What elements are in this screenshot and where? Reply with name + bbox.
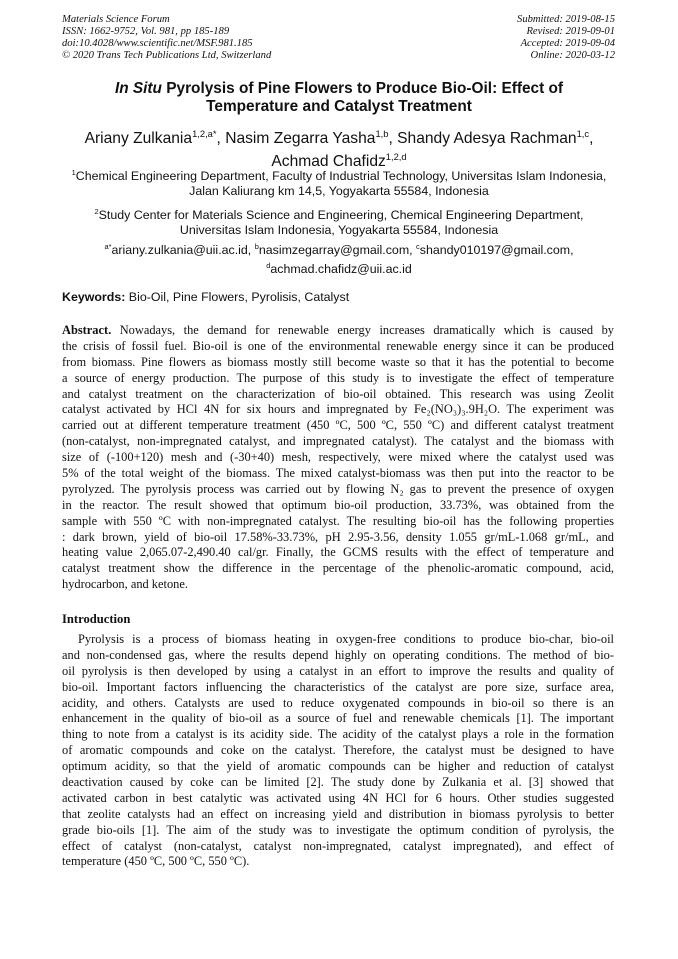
author-name: Ariany Zulkania [84, 130, 193, 148]
text-line: Pyrolysis is a process of biomass heating in oxygen-free conditions to produce bio-char, bio-oil [78, 632, 614, 646]
text-line: : dark brown, yield of bio-oil 17.58%-33.73%, pH 2.95-3.56, density 1.055 gr/mL-1.068 gr/mL, and [62, 529, 614, 544]
revised-date: Revised: 2019-09-01 [526, 26, 615, 37]
text-line: the crisis of fossil fuel. Bio-oil is one of the environmental renewable energy since it can be produced [62, 338, 614, 353]
keywords-label: Keywords: [62, 290, 126, 304]
text-line: deactivation caused by coke can be limited [2]. The study done by Zulkania et al. [3] showed that [62, 775, 614, 790]
title-line1: Pyrolysis of Pine Flowers to Produce Bio-Oil: Effect of [161, 80, 564, 97]
email-sup: c [416, 242, 420, 251]
text-line: optimum acidity, so that the yield of aromatic compounds can be higher and reduction of catalyst [62, 759, 614, 774]
author-sup: 1,2,d [385, 152, 407, 163]
text-line: that zeolite catalysts had an effect on increasing yield and distribution in biomass pyrolysis to better [62, 806, 614, 821]
author-sup: 1,2,a* [192, 129, 217, 139]
issn: ISSN: 1662-9752, Vol. 981, pp 185-189 [62, 26, 230, 37]
text-line: and non-condensed gas, where the results depend highly on operating conditions. The method of bio- [62, 647, 614, 662]
keywords-value: Bio-Oil, Pine Flowers, Pyrolisis, Catalyst [125, 290, 350, 304]
aff-line: Study Center for Materials Science and Engineering, Chemical Engineering Department, [98, 208, 584, 223]
text-segment: Nowadays, the demand for renewable energy increases dramatically which is caused by [111, 323, 614, 337]
dates-info [517, 14, 615, 62]
author-name: Achmad Chafidz [271, 153, 386, 171]
email-link[interactable]: nasimzegarray@gmail.com, [258, 243, 417, 258]
introduction-body [62, 632, 614, 870]
text-line: temperature (450 ºC, 500 ºC, 550 ºC). [62, 854, 250, 869]
email-link[interactable]: ariany.zulkania@uii.ac.id, [111, 243, 255, 258]
email-sup: d [266, 261, 271, 271]
text-line: enhancement in the quality of bio-oil as a source of fuel and renewable chemicals [1]. The important [62, 711, 614, 726]
author-name: Nasim Zegarra Yasha [225, 130, 376, 148]
abstract-label: Abstract. [62, 323, 112, 337]
text-line: of aromatic compounds and coke on the catalyst. Therefore, the catalyst must be designed to have [62, 743, 614, 758]
text-line: carried out at different temperature treatment (450 ºC, 500 ºC, 550 ºC) and different catalyst treatment [62, 418, 614, 433]
text-line: a source of energy production. The purpose of this study is to investigate the effect of temperature [62, 370, 614, 385]
text-line: effect of catalyst (non-catalyst, catalyst non-impregnated, catalyst impregnated), and effect of [62, 838, 614, 853]
authors: Ariany Zulkania$^{1,2,a*}$, Nasim Zegarra Yasha$^{1,b}$, Shandy Adesya Rachman$^{1,c}$, Achmad Chafidz$^{1,2,d}$ [84, 129, 594, 171]
text-line: catalyst treatment show the difference in the percentage of the phenolic-aromatic compound, acid, [62, 561, 614, 576]
email-link[interactable]: shandy010197@gmail.com, [419, 243, 574, 258]
author-sup: 1,b [375, 129, 389, 139]
text-line [62, 323, 614, 339]
copyright: © 2020 Trans Tech Publications Ltd, Switzerland [62, 50, 272, 61]
online-date: Online: 2020-03-12 [530, 50, 615, 61]
abstract [62, 323, 614, 593]
text-line: hydrocarbon, and ketone. [62, 577, 188, 592]
text-line: heating value 2,065.07-2,490.40 cal/gr. Finally, the GCMS results with the effect of temperature and [62, 545, 614, 560]
author-sup: 1,c [576, 129, 590, 139]
introduction-heading: Introduction [62, 612, 131, 626]
aff-sup: 2 [94, 207, 99, 216]
text-line: (non-catalyst, non-impregnated catalyst, and impregnated catalyst). The catalyst and the biomass with [62, 434, 614, 449]
text-line: 5% of the total weight of the biomass. The mixed catalyst-biomass was then put into the reactor to be [62, 466, 614, 481]
text-line: pyrolyzed. The pyrolysis process was carried out by flowing N₂ gas to prevent the presence of oxygen [62, 481, 614, 496]
text-line: grade bio-oils [1]. The aim of the study was to investigate the optimum condition of pyrolysis, the [62, 822, 614, 837]
text-line: oil pyrolysis is then developed by using a catalyst in an effort to improve the results and quality of [62, 663, 614, 678]
paper-title [40, 80, 638, 116]
email-link[interactable]: achmad.chafidz@uii.ac.id [270, 262, 412, 277]
accepted-date: Accepted: 2019-09-04 [520, 38, 615, 49]
text-line: activated carbon in best catalytic was activated using 4N HCl for 6 hours. Other studies suggested [62, 790, 614, 805]
text-line: and catalyst treatment on the characterization of bio-oil obtained. This research was using Zeolit [62, 386, 614, 401]
text-line: size of (-100+120) mesh and (-30+40) mesh, respectively, were mixed where the catalyst used was [62, 450, 614, 465]
journal-info [62, 14, 271, 62]
doi: doi:10.4028/www.scientific.net/MSF.981.185 [62, 38, 253, 49]
journal-name: Materials Science Forum [62, 14, 170, 25]
text-line: sample with 550 ºC with non-impregnated catalyst. The resulting bio-oil has the following properties [62, 513, 614, 528]
text-line: bio-oil. Important factors influencing the characteristics of the catalyst are pore size, surface area, [62, 679, 614, 694]
emails [40, 239, 638, 277]
aff-line: Universitas Islam Indonesia, Yogyakarta 55584, Indonesia [179, 223, 499, 238]
title-line2: Temperature and Catalyst Treatment [206, 98, 472, 115]
title-italic: In Situ [114, 80, 162, 97]
email-sup: b [254, 242, 259, 251]
text-line: thing to note from a catalyst is its acidity side. The acidity of the catalyst plays a role in the formation [62, 727, 614, 742]
keywords [62, 290, 349, 304]
text-line: in the reactor. The result showed that optimum bio-oil production, 33.73%, was obtained from the [62, 497, 614, 512]
affiliation-2 [40, 204, 638, 238]
aff-line: Chemical Engineering Department, Faculty of Industrial Technology, Universitas Islam Indonesia, [75, 169, 607, 184]
affiliation-1 [40, 165, 638, 199]
text-line: acidity, and others. Catalysts are used to reduce oxygenated compounds in bio-oil so there is an [62, 695, 614, 710]
text-line: from biomass. Pine flowers as biomass mostly still become waste so that it has the potential to become [62, 354, 614, 369]
aff-line: Jalan Kaliurang km 14,5, Yogyakarta 55584, Indonesia [189, 184, 489, 199]
author-name: Shandy Adesya Rachman [397, 130, 577, 148]
text-line: catalyst activated by HCl 4N for six hours and impregnated by Fe₂(NO₃)₃.9H₂O. The experiment was [62, 402, 614, 417]
submitted-date: Submitted: 2019-08-15 [517, 14, 615, 25]
email-sup: a* [104, 242, 112, 251]
aff-sup: 1 [71, 168, 76, 177]
